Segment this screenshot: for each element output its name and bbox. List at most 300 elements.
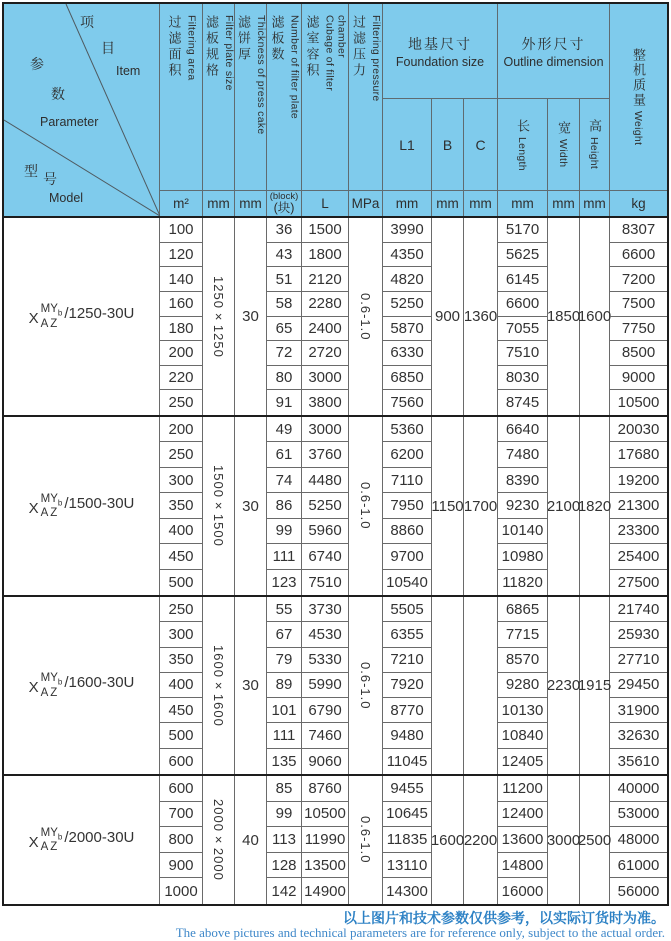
- model-x: X: [28, 833, 39, 851]
- cubage-cell: 4530: [302, 622, 349, 647]
- plate-count-label: [268, 15, 301, 185]
- l1-cell: 13110: [383, 853, 432, 879]
- table-header: [4, 4, 667, 218]
- length-cell: 8390: [498, 468, 548, 493]
- plates-cell: 51: [267, 267, 302, 292]
- weight-cell: 23300: [610, 519, 667, 544]
- plates-cell: 79: [267, 648, 302, 673]
- length-cell: 10840: [498, 723, 548, 748]
- weight-cell: 40000: [610, 776, 667, 802]
- weight-cell: 53000: [610, 802, 667, 828]
- corner-cell: [4, 4, 160, 216]
- model-sup-sub: b: [57, 497, 63, 507]
- foundation-size-cn: 地基尺寸: [408, 35, 472, 52]
- length-cell: 6865: [498, 597, 548, 622]
- model-sup-text: MY: [40, 672, 58, 685]
- table-body: [4, 218, 667, 904]
- length-cell: 9230: [498, 493, 548, 518]
- area-cell: 350: [160, 493, 203, 518]
- l1-cell: 9700: [383, 544, 432, 569]
- model-sup-text: MY: [40, 826, 58, 839]
- foundation-size-en: Foundation size: [395, 54, 485, 69]
- cubage-cell: 3000: [302, 366, 349, 391]
- foundation-c-cell: 1700: [464, 417, 498, 595]
- plates-cell: 91: [267, 390, 302, 415]
- l1-cell: 6355: [383, 622, 432, 647]
- cubage-cell: 13500: [302, 853, 349, 879]
- corner-param-en: Parameter: [40, 115, 99, 129]
- filtering-area-en: Filtering area: [185, 15, 198, 81]
- weight-cell: 8500: [610, 341, 667, 366]
- l1-cell: 7560: [383, 390, 432, 415]
- plates-cell: 99: [267, 802, 302, 828]
- area-cell: 200: [160, 341, 203, 366]
- plates-cell: 85: [267, 776, 302, 802]
- cubage-cell: 5250: [302, 493, 349, 518]
- unit-c: mm: [464, 191, 498, 216]
- outline-dimension-en: Outline dimension: [503, 54, 604, 69]
- filtering-area-label: [165, 15, 198, 185]
- weight-cell: 25400: [610, 544, 667, 569]
- sub-header-c: C: [464, 99, 498, 191]
- outline-height-cell: 1915: [580, 597, 610, 774]
- model-stack: [41, 672, 63, 699]
- corner-model-en: Model: [49, 191, 84, 205]
- cubage-cell: 5960: [302, 519, 349, 544]
- weight-cell: 29450: [610, 673, 667, 698]
- cubage-cell: 7510: [302, 570, 349, 595]
- cubage-cn: 滤室容积: [304, 15, 320, 79]
- plates-cell: 80: [267, 366, 302, 391]
- corner-model-cn-2: 号: [43, 171, 57, 187]
- length-cell: 8745: [498, 390, 548, 415]
- l1-cell: 14300: [383, 878, 432, 904]
- l1-cell: 10540: [383, 570, 432, 595]
- model-sub: AZ: [40, 507, 60, 520]
- area-cell: 200: [160, 417, 203, 442]
- area-cell: 100: [160, 218, 203, 243]
- sub-header-height: [580, 99, 610, 191]
- l1-cell: 7210: [383, 648, 432, 673]
- plates-cell: 111: [267, 723, 302, 748]
- outline-dimension-cn: 外形尺寸: [521, 35, 586, 52]
- plates-cell: 142: [267, 878, 302, 904]
- l1-cell: 5870: [383, 317, 432, 342]
- l1-cell: 11835: [383, 827, 432, 853]
- plates-cell: 128: [267, 853, 302, 879]
- plate-size-label: [202, 15, 235, 185]
- plates-cell: 65: [267, 317, 302, 342]
- outline-height-cell: 1820: [580, 417, 610, 595]
- cubage-cell: 5330: [302, 648, 349, 673]
- thickness-cell: 40: [235, 776, 267, 904]
- area-cell: 180: [160, 317, 203, 342]
- weight-cell: 7200: [610, 267, 667, 292]
- model-cell: [4, 597, 160, 774]
- area-cell: 700: [160, 802, 203, 828]
- length-cell: 7715: [498, 622, 548, 647]
- area-cell: 450: [160, 544, 203, 569]
- unit-width: mm: [548, 191, 580, 216]
- l1-cell: 5250: [383, 292, 432, 317]
- length-cn: 长: [515, 118, 530, 134]
- plates-cell: 113: [267, 827, 302, 853]
- weight-cell: 21740: [610, 597, 667, 622]
- table-group-1: [4, 218, 667, 417]
- outline-dimension-header: [498, 4, 610, 99]
- model-cell: [4, 218, 160, 415]
- length-cell: 9280: [498, 673, 548, 698]
- corner-model-cn-1: 型: [24, 163, 38, 179]
- length-cell: 14800: [498, 853, 548, 879]
- plates-cell: 67: [267, 622, 302, 647]
- l1-cell: 3990: [383, 218, 432, 243]
- model-sub: AZ: [40, 841, 60, 854]
- area-cell: 800: [160, 827, 203, 853]
- model-sup-sub: b: [57, 831, 63, 841]
- cubage-cell: 3000: [302, 417, 349, 442]
- area-cell: 900: [160, 853, 203, 879]
- area-cell: 250: [160, 597, 203, 622]
- length-cell: 7480: [498, 442, 548, 467]
- foundation-b-cell: 900: [432, 218, 464, 415]
- cubage-cell: 6790: [302, 698, 349, 723]
- length-cell: 8030: [498, 366, 548, 391]
- area-cell: 160: [160, 292, 203, 317]
- length-cell: 5170: [498, 218, 548, 243]
- length-cell: 12405: [498, 749, 548, 774]
- spec-sheet-page: [0, 2, 671, 941]
- weight-en: Weight: [632, 111, 644, 146]
- height-cn: 高: [587, 119, 602, 135]
- l1-cell: 10645: [383, 802, 432, 828]
- cubage-cell: 7460: [302, 723, 349, 748]
- model-sub: AZ: [40, 317, 60, 330]
- weight-cell: 9000: [610, 366, 667, 391]
- sub-header-width: [548, 99, 580, 191]
- thickness-en: Thickness of press cake: [255, 15, 267, 135]
- length-cell: 10130: [498, 698, 548, 723]
- foundation-b-cell: 1150: [432, 417, 464, 595]
- weight-cell: 6600: [610, 243, 667, 268]
- model-suffix: /1600-30U: [64, 674, 135, 691]
- corner-param-cn-2: 数: [51, 86, 65, 102]
- plates-cell: 86: [267, 493, 302, 518]
- area-cell: 600: [160, 776, 203, 802]
- l1-cell: 8860: [383, 519, 432, 544]
- l1-cell: 7950: [383, 493, 432, 518]
- cubage-cell: 9060: [302, 749, 349, 774]
- plates-cell: 99: [267, 519, 302, 544]
- col-header-plate-size: [203, 4, 235, 191]
- pressure-label: [349, 15, 382, 185]
- plate-size-en: Filter plate size: [223, 15, 235, 91]
- corner-item-cn-1: 项: [80, 14, 94, 30]
- cubage-cell: 10500: [302, 802, 349, 828]
- weight-cell: 56000: [617, 882, 660, 900]
- outline-height-cell: 1600: [580, 218, 610, 415]
- pressure-en: Filtering pressure: [370, 15, 382, 102]
- unit-thickness: mm: [235, 191, 267, 216]
- plate-size-cell: 1250×1250: [203, 218, 235, 415]
- sub-header-b: B: [432, 99, 464, 191]
- model-cell: [4, 417, 160, 595]
- plates-cell: 89: [267, 673, 302, 698]
- thickness-cell: 30: [235, 417, 267, 595]
- area-cell: 450: [160, 698, 203, 723]
- length-cell: 6145: [498, 267, 548, 292]
- col-header-cubage: [302, 4, 349, 191]
- plates-cell: 49: [267, 417, 302, 442]
- model-sup-sub: b: [57, 308, 63, 318]
- weight-cell: 20030: [610, 417, 667, 442]
- length-cell: 12400: [498, 802, 548, 828]
- weight-cell: 10500: [617, 394, 660, 412]
- cubage-cell: 2720: [302, 341, 349, 366]
- model-x: X: [28, 499, 39, 517]
- height-label: [585, 119, 604, 169]
- plate-size-cell: 1600×1600: [203, 597, 235, 774]
- pressure-cell: 0.6-1.0: [349, 597, 383, 774]
- area-cell: 250: [160, 442, 203, 467]
- plates-cell: 58: [267, 292, 302, 317]
- weight-cell: 27710: [610, 648, 667, 673]
- foundation-c-cell: 1360: [464, 218, 498, 415]
- plates-cell: 72: [267, 341, 302, 366]
- height-en: Height: [588, 137, 600, 170]
- thickness-cell: 30: [235, 218, 267, 415]
- model-suffix: /1250-30U: [64, 305, 135, 322]
- unit-length: mm: [498, 191, 548, 216]
- unit-pressure: MPa: [349, 191, 383, 216]
- corner-item-cn-2: 目: [101, 40, 115, 56]
- weight-cell: 7750: [610, 317, 667, 342]
- plates-cell: 61: [267, 442, 302, 467]
- model-stack: [41, 303, 63, 330]
- weight-cell: 61000: [610, 853, 667, 879]
- col-header-plate-count: [267, 4, 302, 191]
- foundation-size-header: [383, 4, 498, 99]
- unit-plate-count: [267, 191, 302, 216]
- plates-cell: 101: [267, 698, 302, 723]
- l1-cell: 6330: [383, 341, 432, 366]
- length-en: Length: [516, 136, 528, 171]
- foundation-b-cell: [432, 597, 464, 774]
- length-cell: 5625: [498, 243, 548, 268]
- plates-cell: 36: [267, 218, 302, 243]
- width-cn: 宽: [556, 121, 571, 137]
- cubage-cell: 2400: [302, 317, 349, 342]
- length-cell: 11200: [498, 776, 548, 802]
- model-x: X: [28, 679, 39, 696]
- diagonal-lines: [4, 4, 160, 216]
- weight-cell: 31900: [610, 698, 667, 723]
- plates-cell: 111: [267, 544, 302, 569]
- col-header-filtering-area: [160, 4, 203, 191]
- cubage-cell: 2280: [302, 292, 349, 317]
- cubage-en: Cubage of filter chamber: [323, 15, 348, 92]
- area-cell: 400: [160, 673, 203, 698]
- length-cell: 16000: [498, 878, 548, 904]
- unit-plate-size: mm: [203, 191, 235, 216]
- plate-size-cn: 滤板规格: [204, 15, 219, 79]
- area-cell: 500: [160, 570, 203, 595]
- length-cell: 10140: [498, 519, 548, 544]
- length-cell: 11820: [498, 570, 548, 595]
- model-sup-text: MY: [40, 492, 58, 505]
- l1-cell: 6200: [383, 442, 432, 467]
- length-cell: 10980: [498, 544, 548, 569]
- foundation-b-cell: 1600: [432, 776, 464, 904]
- unit-plate-count-cn: (块): [273, 200, 295, 215]
- area-cell: 300: [160, 622, 203, 647]
- unit-plate-count-en: (block): [269, 190, 299, 202]
- model-sup: [41, 672, 63, 687]
- l1-cell: 5360: [383, 417, 432, 442]
- thickness-cell: 30: [235, 597, 267, 774]
- thickness-cn: 滤饼厚: [236, 15, 251, 63]
- cubage-cell: 3800: [302, 390, 349, 415]
- model-suffix: /1500-30U: [64, 494, 135, 512]
- l1-cell: 9455: [383, 776, 432, 802]
- cubage-cell: 6740: [302, 544, 349, 569]
- area-cell: 250: [160, 390, 203, 415]
- plate-count-cn: 滤板数: [269, 15, 285, 63]
- length-cell: 7510: [498, 341, 548, 366]
- unit-area: m²: [160, 191, 203, 216]
- pressure-cell: 0.6-1.0: [349, 776, 383, 904]
- model-sup: [41, 303, 63, 318]
- weight-cell: 27500: [617, 573, 660, 591]
- area-cell: 300: [160, 468, 203, 493]
- plates-cell: 55: [267, 597, 302, 622]
- plate-size-cell: 2000×2000: [203, 776, 235, 904]
- l1-cell: 7920: [383, 673, 432, 698]
- l1-cell: 7110: [383, 468, 432, 493]
- area-cell: 120: [160, 243, 203, 268]
- table-group-4: [4, 776, 667, 904]
- weight-cell: 35610: [617, 752, 660, 770]
- area-cell: 350: [160, 648, 203, 673]
- l1-cell: 6850: [383, 366, 432, 391]
- weight-cell: 32630: [610, 723, 667, 748]
- spec-table: [2, 2, 669, 906]
- weight-label: [629, 48, 648, 145]
- width-en: Width: [557, 139, 569, 168]
- weight-cell: 17680: [610, 442, 667, 467]
- weight-cell: 21300: [610, 493, 667, 518]
- footer-note-cn: 以上图片和技术参数仅供参考，以实际订货时为准。: [343, 910, 665, 926]
- model-stack: [41, 827, 63, 854]
- unit-weight: kg: [631, 196, 646, 211]
- cubage-cell: 11990: [302, 827, 349, 853]
- pressure-cell: 0.6-1.0: [349, 218, 383, 415]
- unit-height: mm: [580, 191, 610, 216]
- l1-cell: 4820: [383, 267, 432, 292]
- weight-cell: 7500: [610, 292, 667, 317]
- col-header-thickness: [235, 4, 267, 191]
- col-header-weight: [610, 4, 667, 191]
- model-sup-sub: b: [57, 677, 63, 687]
- l1-cell: 11045: [383, 749, 432, 774]
- plate-count-en: Number of filter plate: [288, 15, 301, 120]
- plates-cell: 43: [267, 243, 302, 268]
- model-x: X: [28, 310, 39, 327]
- outline-width-cell: 1850: [548, 218, 580, 415]
- model-sup: [41, 827, 63, 842]
- footer-note-en: The above pictures and technical parameters are for reference only, subject to the actual order.: [175, 925, 665, 941]
- sub-header-l1: L1: [383, 99, 432, 191]
- cubage-cell: 5990: [302, 673, 349, 698]
- thickness-label: [234, 15, 267, 185]
- outline-width-cell: 3000: [548, 776, 580, 904]
- plates-cell: 135: [267, 749, 302, 774]
- weight-cell: 19200: [610, 468, 667, 493]
- cubage-cell: 8760: [302, 776, 349, 802]
- area-cell: 600: [160, 749, 203, 774]
- table-group-3: [4, 597, 667, 776]
- cubage-cell: 14900: [302, 878, 349, 904]
- weight-cell: 48000: [610, 827, 667, 853]
- length-cell: 6600: [498, 292, 548, 317]
- cubage-cell: 1800: [302, 243, 349, 268]
- l1-cell: 5505: [383, 597, 432, 622]
- cubage-cell: 4480: [302, 468, 349, 493]
- filtering-area-cn: 过滤面积: [166, 15, 182, 79]
- cubage-cell: 1500: [302, 218, 349, 243]
- unit-l1: mm: [383, 191, 432, 216]
- unit-cubage: L: [302, 191, 349, 216]
- outline-height-cell: 2500: [580, 776, 610, 904]
- area-cell: 220: [160, 366, 203, 391]
- cubage-cell: 3730: [302, 597, 349, 622]
- corner-param-cn-1: 参: [30, 56, 44, 72]
- col-header-pressure: [349, 4, 383, 191]
- weight-cell: 8307: [610, 218, 667, 243]
- area-cell: 140: [160, 267, 203, 292]
- l1-cell: 4350: [383, 243, 432, 268]
- weight-cn: 整机质量: [631, 48, 646, 109]
- model-suffix: /2000-30U: [64, 828, 135, 846]
- length-cell: 8570: [498, 648, 548, 673]
- area-cell: 400: [160, 519, 203, 544]
- model-stack: [41, 493, 63, 520]
- cubage-label: [303, 15, 348, 185]
- pressure-cell: 0.6-1.0: [349, 417, 383, 595]
- weight-cell: 25930: [610, 622, 667, 647]
- outline-width-cell: 2230: [548, 597, 580, 774]
- model-sub: AZ: [40, 686, 60, 699]
- footer-note: [0, 911, 665, 941]
- plate-size-cell: 1500×1500: [203, 417, 235, 595]
- length-cell: 13600: [498, 827, 548, 853]
- model-sup-text: MY: [40, 303, 58, 316]
- corner-item-en: Item: [116, 64, 141, 78]
- sub-header-length: [498, 99, 548, 191]
- length-cell: 6640: [498, 417, 548, 442]
- l1-cell: 8770: [383, 698, 432, 723]
- table-group-2: [4, 417, 667, 597]
- width-label: [554, 121, 573, 167]
- foundation-c-cell: [464, 597, 498, 774]
- plates-cell: 123: [267, 570, 302, 595]
- area-cell: 500: [160, 723, 203, 748]
- pressure-cn: 过滤压力: [351, 15, 366, 79]
- length-cell: 7055: [498, 317, 548, 342]
- cubage-cell: 2120: [302, 267, 349, 292]
- plates-cell: 74: [267, 468, 302, 493]
- foundation-c-cell: 2200: [464, 776, 498, 904]
